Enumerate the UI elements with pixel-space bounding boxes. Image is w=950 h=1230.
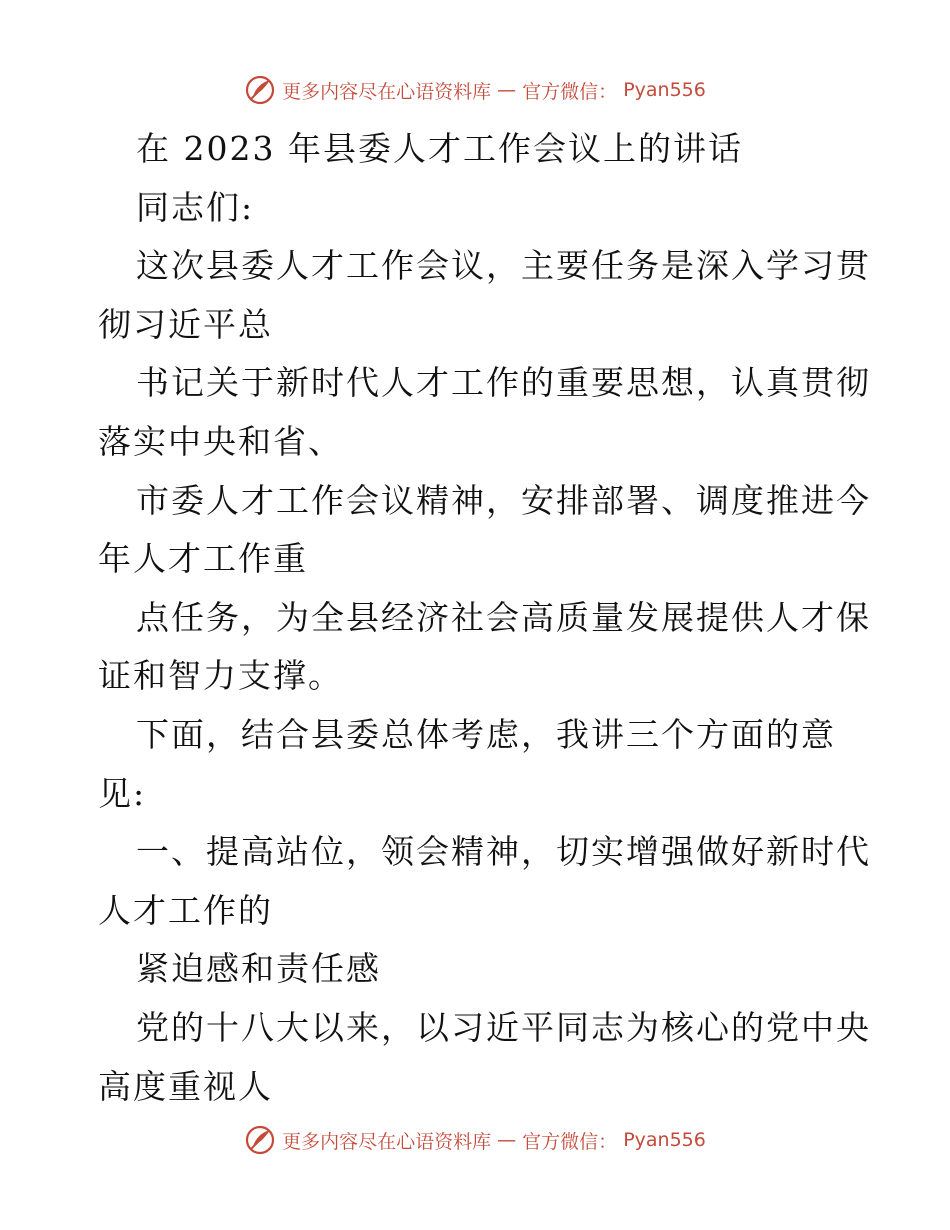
section-heading: 人才工作的 [98, 890, 273, 930]
watermark-wechat-id: Pyan556 [623, 79, 706, 101]
paragraph-line: 下面，结合县委总体考虑，我讲三个方面的意 [136, 714, 836, 754]
paragraph-line: 高度重视人 [98, 1066, 273, 1106]
feather-pen-logo-icon [244, 1124, 276, 1156]
watermark-line [244, 1124, 706, 1156]
watermark-separator: — [497, 79, 517, 101]
paragraph-line: 见: [98, 773, 147, 813]
watermark-brand: 更多内容尽在心语资料库 [282, 80, 492, 103]
footer-watermark [0, 1120, 950, 1160]
salutation: 同志们: [136, 187, 255, 227]
paragraph-line: 年人才工作重 [98, 539, 308, 579]
document-title: 在 2023 年县委人才工作会议上的讲话 [136, 129, 743, 168]
paragraph-line: 党的十八大以来，以习近平同志为核心的党中央 [136, 1007, 871, 1047]
paragraph-line: 这次县委人才工作会议，主要任务是深入学习贯 [136, 246, 871, 286]
watermark-line [244, 74, 706, 106]
paragraph-line: 点任务，为全县经济社会高质量发展提供人才保 [136, 597, 871, 637]
feather-pen-logo-icon [244, 74, 276, 106]
paragraph-line: 落实中央和省、 [98, 421, 343, 461]
paragraph-line: 书记关于新时代人才工作的重要思想，认真贯彻 [136, 363, 871, 403]
watermark-brand: 更多内容尽在心语资料库 [282, 1130, 492, 1153]
watermark-label: 官方微信： [522, 80, 618, 103]
watermark-wechat-id: Pyan556 [623, 1129, 706, 1151]
paragraph-line: 证和智力支撑。 [98, 656, 343, 696]
section-heading: 紧迫感和责任感 [136, 949, 381, 989]
header-watermark [0, 70, 950, 110]
watermark-separator: — [497, 1129, 517, 1151]
watermark-label: 官方微信： [522, 1130, 618, 1153]
paragraph-line: 彻习近平总 [98, 304, 273, 344]
document-body [98, 120, 871, 1116]
paragraph-line: 市委人才工作会议精神，安排部署、调度推进今 [136, 480, 871, 520]
section-heading: 一、提高站位，领会精神，切实增强做好新时代 [136, 832, 871, 872]
